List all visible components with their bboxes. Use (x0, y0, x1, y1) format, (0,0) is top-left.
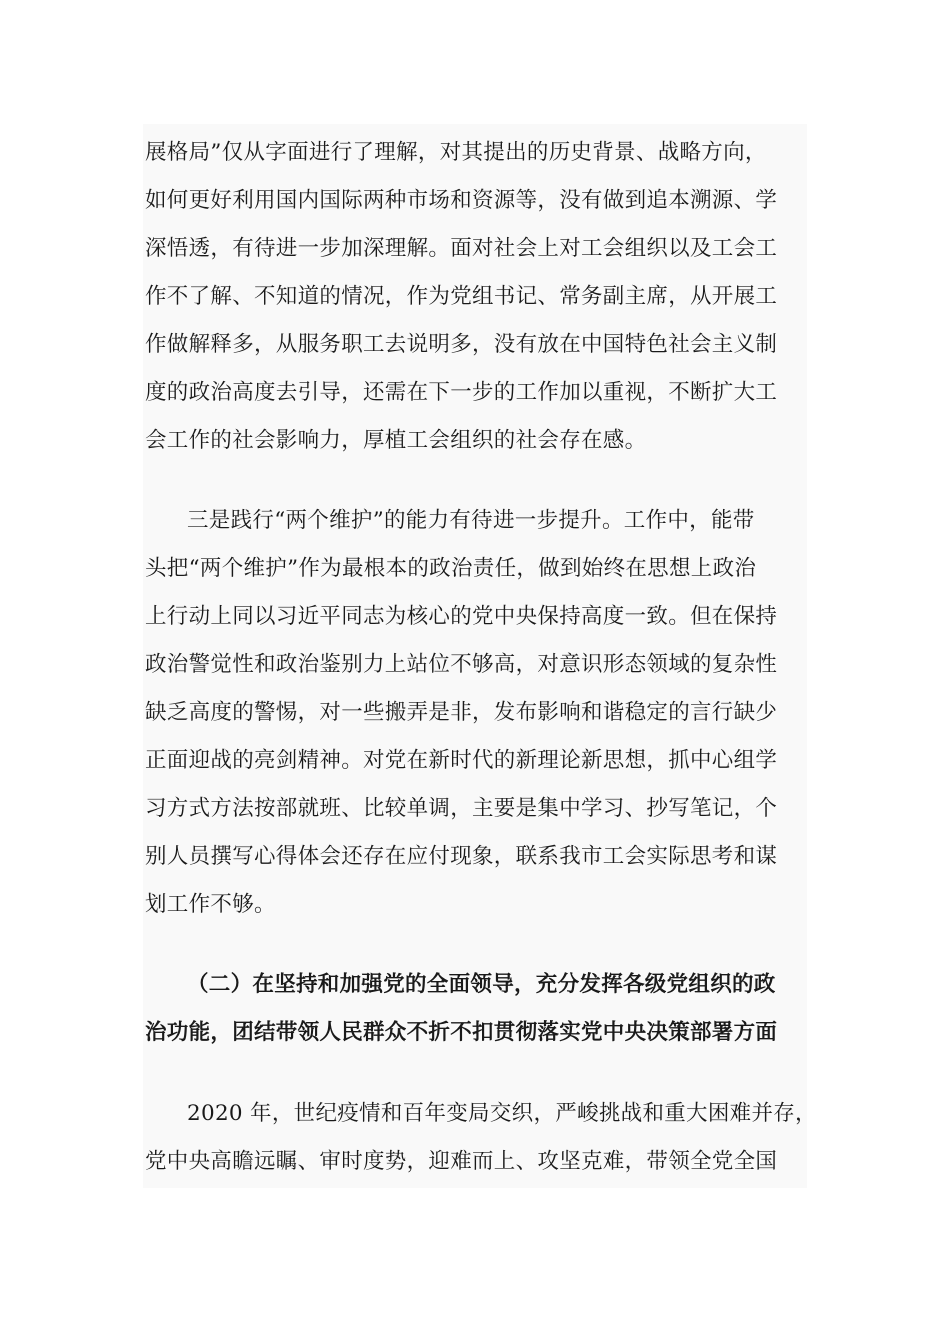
paragraph-2-line-7: 习方式方法按部就班、比较单调，主要是集中学习、抄写笔记，个 (145, 796, 778, 821)
paragraph-2-line-3: 上行动上同以习近平同志为核心的党中央保持高度一致。但在保持 (145, 604, 778, 629)
paragraph-2-line-9: 划工作不够。 (145, 892, 276, 917)
paragraph-1-line-1: 展格局”仅从字面进行了理解，对其提出的历史背景、战略方向， (145, 140, 767, 165)
section-heading-line-2: 治功能，团结带领人民群众不折不扣贯彻落实党中央决策部署方面 (145, 1020, 778, 1045)
paragraph-2-line-1: 三是践行“两个维护”的能力有待进一步提升。工作中，能带 (187, 508, 755, 533)
paragraph-1-line-2: 如何更好利用国内国际两种市场和资源等，没有做到追本溯源、学 (145, 188, 778, 213)
section-heading-line-1: （二）在坚持和加强党的全面领导，充分发挥各级党组织的政 (187, 972, 776, 997)
paragraph-2-line-2: 头把“两个维护”作为最根本的政治责任，做到始终在思想上政治 (145, 556, 757, 581)
paragraph-1-line-6: 度的政治高度去引导，还需在下一步的工作加以重视，不断扩大工 (145, 380, 778, 405)
paragraph-2-line-5: 缺乏高度的警惕，对一些搬弄是非，发布影响和谐稳定的言行缺少 (145, 700, 778, 725)
paragraph-1-line-3: 深悟透，有待进一步加深理解。面对社会上对工会组织以及工会工 (145, 236, 778, 261)
paragraph-1-line-7: 会工作的社会影响力，厚植工会组织的社会存在感。 (145, 428, 647, 453)
paragraph-1-line-5: 作做解释多，从服务职工去说明多，没有放在中国特色社会主义制 (145, 332, 778, 357)
paragraph-3-line-2: 党中央高瞻远瞩、审时度势，迎难而上、攻坚克难，带领全党全国 (145, 1149, 778, 1174)
paragraph-2-line-8: 别人员撰写心得体会还存在应付现象，联系我市工会实际思考和谋 (145, 844, 778, 869)
paragraph-1-line-4: 作不了解、不知道的情况，作为党组书记、常务副主席，从开展工 (145, 284, 778, 309)
paragraph-2-line-4: 政治警觉性和政治鉴别力上站位不够高，对意识形态领域的复杂性 (145, 652, 778, 677)
paragraph-2-line-6: 正面迎战的亮剑精神。对党在新时代的新理论新思想，抓中心组学 (145, 748, 778, 773)
paragraph-3-line-1: 2020 年，世纪疫情和百年变局交织，严峻挑战和重大困难并存， (187, 1101, 817, 1126)
